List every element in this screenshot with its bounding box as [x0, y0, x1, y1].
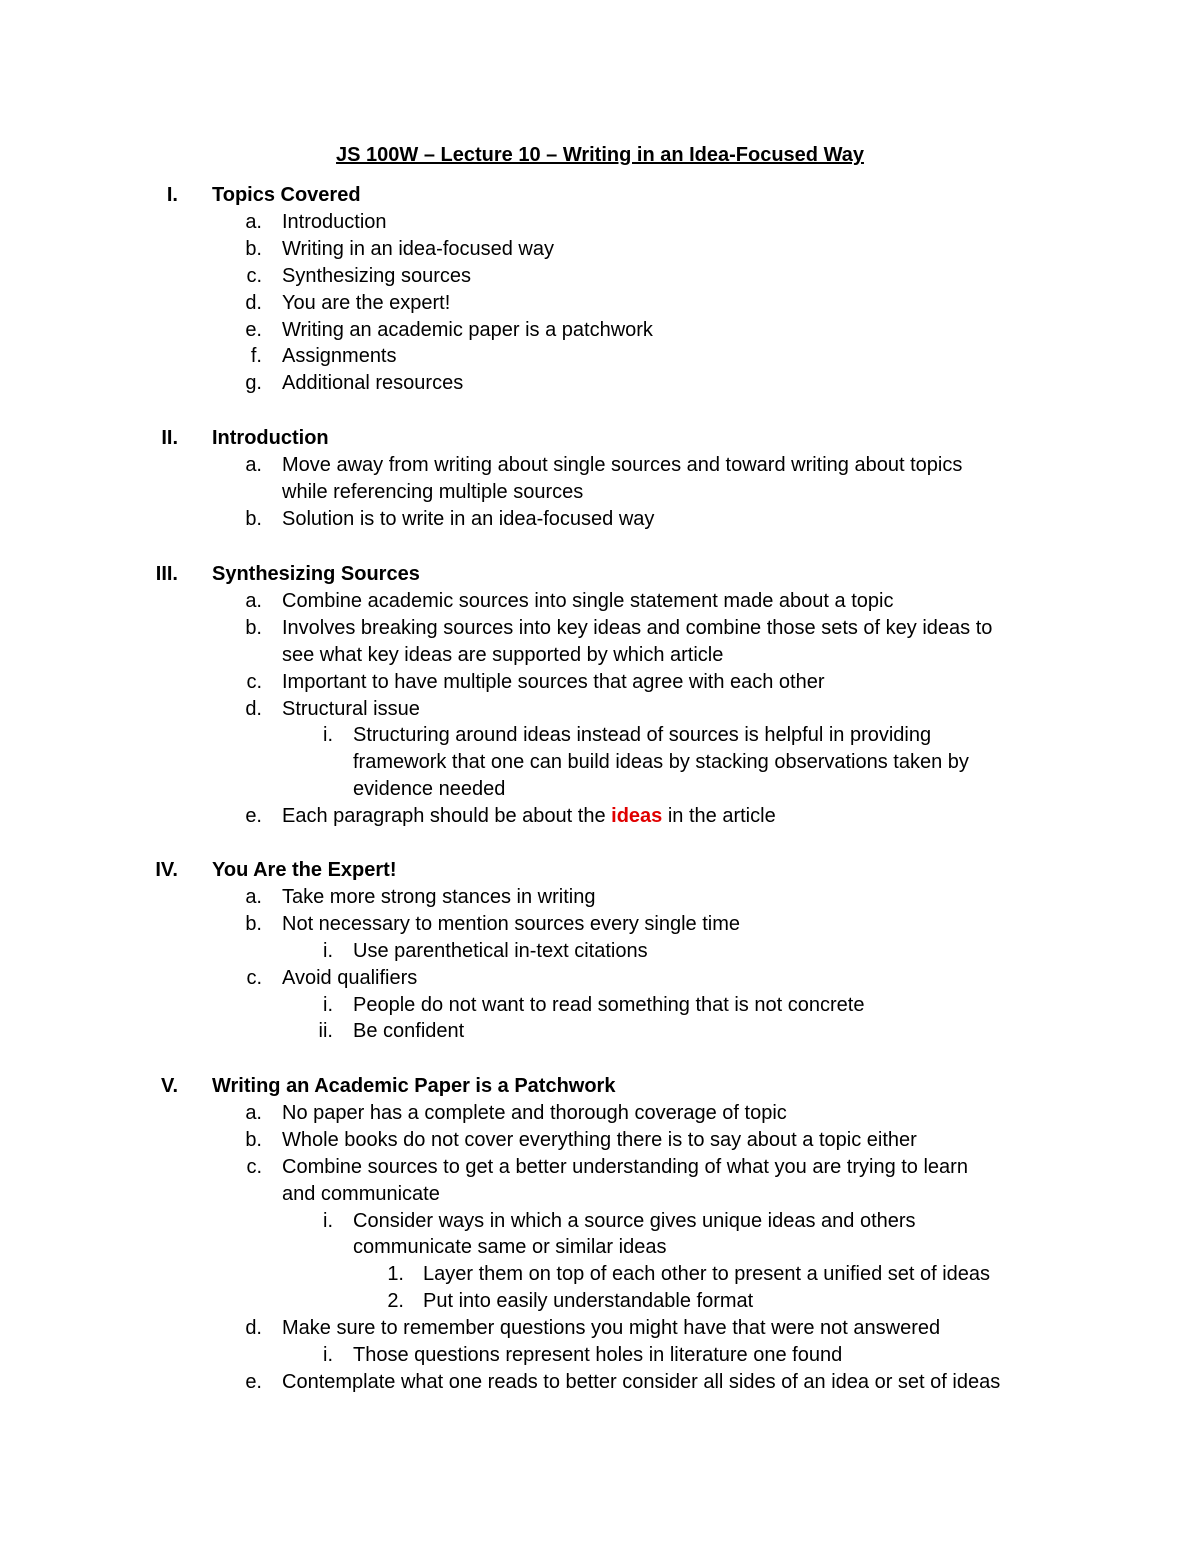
- outline-item-line: [0, 236, 1200, 263]
- item-text: Each paragraph should be about the ideas in the article: [282, 805, 776, 828]
- item-text: Structuring around ideas instead of sources is helpful in providing: [353, 724, 932, 747]
- section-title: You Are the Expert!: [212, 859, 397, 881]
- item-label: c.: [246, 670, 262, 693]
- outline-item-line: [0, 803, 1200, 830]
- item-label: c.: [246, 966, 262, 989]
- outline-item-line: [0, 696, 1200, 723]
- item-text: Make sure to remember questions you might have that were not answered: [282, 1317, 941, 1340]
- item-label: 2.: [387, 1290, 404, 1313]
- item-label: b.: [245, 912, 262, 935]
- item-text: and communicate: [282, 1182, 440, 1205]
- outline-item-line: [0, 506, 1200, 533]
- item-text: Be confident: [353, 1020, 465, 1043]
- item-label: b.: [245, 1128, 262, 1151]
- item-text: while referencing multiple sources: [282, 480, 584, 503]
- section-number: II.: [161, 427, 178, 449]
- document-title: JS 100W – Lecture 10 – Writing in an Idea-Focused Way: [336, 144, 864, 166]
- outline-item-line: [0, 1154, 1200, 1181]
- item-label: a.: [245, 885, 262, 908]
- item-text: Additional resources: [282, 372, 464, 395]
- outline-item-line: [0, 965, 1200, 992]
- item-label: d.: [245, 697, 262, 720]
- item-text: Combine sources to get a better understanding of what you are trying to learn: [282, 1155, 968, 1178]
- item-text: framework that one can build ideas by stacking observations taken by: [353, 751, 969, 774]
- section-number: I.: [166, 184, 178, 206]
- item-label: ii.: [318, 1020, 333, 1043]
- item-text: communicate same or similar ideas: [353, 1236, 667, 1259]
- outline-item-line: [0, 370, 1200, 397]
- section-heading: [0, 182, 1200, 209]
- section-title: Introduction: [212, 427, 329, 449]
- outline-item-line: [0, 722, 1200, 749]
- item-text: Solution is to write in an idea-focused way: [282, 507, 655, 530]
- item-label: i.: [323, 939, 333, 962]
- outline-item-line: [0, 263, 1200, 290]
- outline-item-line: [0, 992, 1200, 1019]
- item-label: a.: [245, 453, 262, 476]
- item-text: No paper has a complete and thorough coverage of topic: [282, 1101, 787, 1124]
- section-title: Topics Covered: [212, 184, 361, 206]
- emphasis-word: ideas: [611, 805, 663, 828]
- item-text: Combine academic sources into single statement made about a topic: [282, 589, 894, 612]
- item-text: see what key ideas are supported by which article: [282, 643, 724, 666]
- item-text: Avoid qualifiers: [282, 966, 418, 989]
- outline-item-line: [0, 615, 1200, 642]
- section-title: Writing an Academic Paper is a Patchwork: [212, 1075, 616, 1097]
- outline-item-line: [0, 452, 1200, 479]
- item-label: b.: [245, 616, 262, 639]
- outline-item-line: [0, 1181, 1200, 1208]
- item-text: Assignments: [282, 345, 397, 368]
- item-label: e.: [245, 1370, 262, 1393]
- item-label: c.: [246, 264, 262, 287]
- outline-item-line: [0, 884, 1200, 911]
- section-number: IV.: [155, 859, 178, 881]
- outline-item-line: [0, 1261, 1200, 1288]
- outline-item-line: [0, 479, 1200, 506]
- item-label: d.: [245, 1317, 262, 1340]
- outline-item-line: [0, 642, 1200, 669]
- item-text: People do not want to read something that is not concrete: [353, 993, 865, 1016]
- outline-item-line: [0, 776, 1200, 803]
- item-text: Consider ways in which a source gives unique ideas and others: [353, 1209, 916, 1232]
- outline-item-line: [0, 1127, 1200, 1154]
- section-heading: [0, 1073, 1200, 1100]
- outline-item-line: [0, 1234, 1200, 1261]
- item-label: e.: [245, 805, 262, 828]
- item-text: Contemplate what one reads to better consider all sides of an idea or set of ideas: [282, 1370, 1001, 1393]
- item-text: Synthesizing sources: [282, 264, 471, 287]
- item-label: a.: [245, 1101, 262, 1124]
- item-label: c.: [246, 1155, 262, 1178]
- item-text: Move away from writing about single sources and toward writing about topics: [282, 453, 963, 476]
- outline-item-line: [0, 343, 1200, 370]
- outline-item-line: [0, 1018, 1200, 1045]
- outline-item-line: [0, 1100, 1200, 1127]
- item-label: e.: [245, 318, 262, 341]
- item-label: i.: [323, 1344, 333, 1366]
- item-text: Those questions represent holes in literature one found: [353, 1344, 843, 1366]
- section-number: V.: [160, 1075, 178, 1097]
- outline-item-line: [0, 1315, 1200, 1342]
- outline-item-line: [0, 749, 1200, 776]
- item-label: f.: [250, 345, 262, 368]
- item-label: a.: [245, 210, 262, 233]
- outline-item-line: [0, 1208, 1200, 1235]
- item-text: Introduction: [282, 210, 387, 233]
- outline-item-line: [0, 669, 1200, 696]
- outline-item-line: [0, 290, 1200, 317]
- item-text: Put into easily understandable format: [423, 1290, 754, 1313]
- item-text: Take more strong stances in writing: [282, 885, 596, 908]
- item-label: b.: [245, 507, 262, 530]
- outline-item-line: [0, 588, 1200, 615]
- item-text: Writing in an idea-focused way: [282, 237, 554, 260]
- section-heading: [0, 857, 1200, 884]
- item-text: Involves breaking sources into key ideas and combine those sets of key ideas to: [282, 616, 993, 639]
- item-label: a.: [245, 589, 262, 612]
- item-text: Important to have multiple sources that agree with each other: [282, 670, 825, 693]
- item-label: i.: [323, 1209, 333, 1232]
- outline-item-line: [0, 911, 1200, 938]
- item-text: Writing an academic paper is a patchwork: [282, 318, 653, 341]
- outline-item-line: [0, 1342, 1200, 1369]
- section-heading: [0, 561, 1200, 588]
- item-label: 1.: [387, 1263, 404, 1286]
- item-text: Whole books do not cover everything there is to say about a topic either: [282, 1128, 917, 1151]
- section-title: Synthesizing Sources: [212, 563, 420, 585]
- item-label: d.: [245, 291, 262, 314]
- item-label: b.: [245, 237, 262, 260]
- item-text: evidence needed: [353, 778, 506, 801]
- section-number: III.: [155, 563, 178, 585]
- item-text: Structural issue: [282, 697, 420, 720]
- outline-item-line: [0, 317, 1200, 344]
- outline-item-line: [0, 1288, 1200, 1315]
- item-text: Use parenthetical in-text citations: [353, 939, 648, 962]
- item-label: g.: [245, 372, 262, 395]
- outline-item-line: [0, 938, 1200, 965]
- item-label: i.: [323, 724, 333, 747]
- section-heading: [0, 425, 1200, 452]
- item-text: You are the expert!: [282, 291, 451, 314]
- item-label: i.: [323, 993, 333, 1016]
- outline-item-line: [0, 209, 1200, 236]
- outline-item-line: [0, 1369, 1200, 1396]
- item-text: Not necessary to mention sources every single time: [282, 912, 740, 935]
- item-text: Layer them on top of each other to present a unified set of ideas: [423, 1263, 991, 1286]
